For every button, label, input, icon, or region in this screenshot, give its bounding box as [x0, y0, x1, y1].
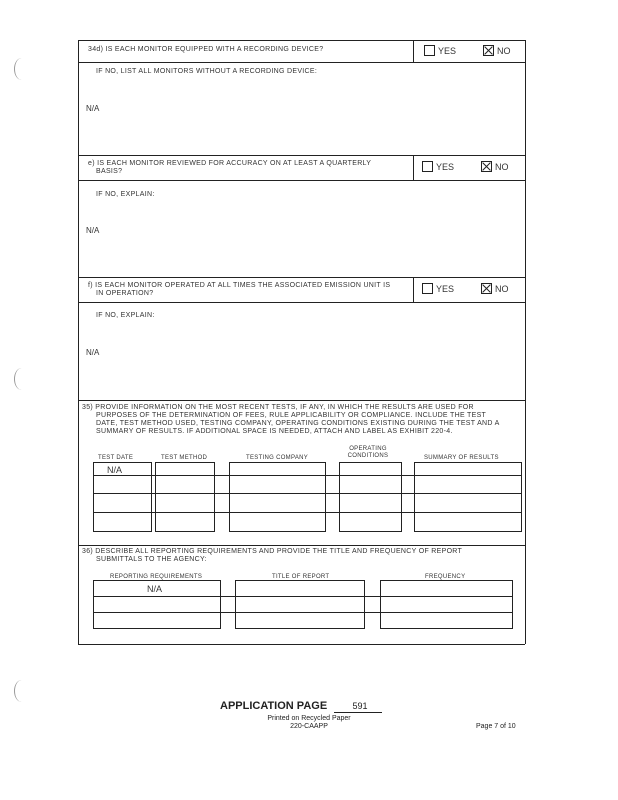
q34f-question-line1: f) IS EACH MONITOR OPERATED AT ALL TIMES THE ASSOCIATED EMISSION UNIT IS [88, 282, 391, 289]
q35-answer[interactable]: N/A [107, 465, 123, 475]
q36-line2: SUBMITTALS TO THE AGENCY: [96, 556, 207, 563]
form-bottom-border [78, 644, 525, 645]
q35-col-test-date: TEST DATE [98, 455, 134, 461]
q34d-followup: IF NO, LIST ALL MONITORS WITHOUT A RECORDING DEVICE: [96, 68, 318, 75]
q34f-yes-label: YES [436, 284, 455, 294]
q35-col-testing-company: TESTING COMPANY [246, 455, 309, 461]
q34f-no-checkbox[interactable] [481, 283, 492, 294]
footer-recycled: Printed on Recycled Paper [267, 715, 351, 722]
form-right-border [525, 40, 526, 644]
q35-box-testing-company[interactable] [229, 462, 326, 532]
q34e-question-line2: BASIS? [96, 168, 123, 175]
form-left-border [78, 40, 79, 644]
q35-box-test-date[interactable] [93, 462, 152, 532]
q36-answer[interactable]: N/A [147, 584, 163, 594]
binder-hole-bottom [14, 680, 29, 702]
footer-title: APPLICATION PAGE [220, 700, 328, 712]
q34f-no-label: NO [495, 284, 509, 294]
q35-box-operating-conditions[interactable] [339, 462, 402, 532]
q35-col-operating-conditions: OPERATING CONDITIONS [347, 446, 389, 459]
q34e-yes-label: YES [436, 162, 455, 172]
q35-box-test-method[interactable] [155, 462, 215, 532]
q34e-no-checkbox[interactable] [481, 161, 492, 172]
footer-page-of: Page 7 of 10 [476, 723, 516, 730]
q34e-question-line1: e) IS EACH MONITOR REVIEWED FOR ACCURACY ON AT LEAST A QUARTERLY [88, 160, 372, 167]
q34d-no-label: NO [497, 46, 511, 56]
q34e-followup: IF NO, EXPLAIN: [96, 191, 155, 198]
q34f-question-line2: IN OPERATION? [96, 290, 154, 297]
q36-col-reporting: REPORTING REQUIREMENTS [110, 574, 203, 580]
q34d-answer[interactable]: N/A [86, 104, 100, 113]
q34f-answer[interactable]: N/A [86, 348, 100, 357]
q35-line4: SUMMARY OF RESULTS. IF ADDITIONAL SPACE IS NEEDED, ATTACH AND LABEL AS EXHIBIT 220-4. [96, 428, 453, 435]
footer-page-number: 591 [352, 701, 368, 711]
q34d-no-checkbox[interactable] [483, 45, 494, 56]
q35-box-summary[interactable] [414, 462, 522, 532]
q34e-no-label: NO [495, 162, 509, 172]
q34e-yes-checkbox[interactable] [422, 161, 433, 172]
q36-box-title[interactable] [235, 580, 365, 629]
footer-form-code: 220-CAAPP [290, 723, 328, 730]
q34d-yes-label: YES [438, 46, 457, 56]
q34f-followup: IF NO, EXPLAIN: [96, 312, 155, 319]
q34d-yes-checkbox[interactable] [424, 45, 435, 56]
binder-hole-middle [14, 368, 29, 390]
q36-col-title: TITLE OF REPORT [272, 574, 330, 580]
q36-line1: 36) DESCRIBE ALL REPORTING REQUIREMENTS AND PROVIDE THE TITLE AND FREQUENCY OF REPORT [82, 548, 463, 555]
binder-hole-top [14, 58, 29, 80]
q36-box-frequency[interactable] [380, 580, 513, 629]
q34d-question: 34d) IS EACH MONITOR EQUIPPED WITH A RECORDING DEVICE? [88, 46, 324, 53]
q35-col-test-method: TEST METHOD [161, 455, 208, 461]
q35-line2: PURPOSES OF THE DETERMINATION OF FEES, RULE APPLICABILITY OR COMPLIANCE. INCLUDE THE TEST [96, 412, 487, 419]
q36-col-frequency: FREQUENCY [425, 574, 466, 580]
q35-line1: 35) PROVIDE INFORMATION ON THE MOST RECENT TESTS, IF ANY, IN WHICH THE RESULTS ARE USED FOR [82, 404, 474, 411]
q35-line3: DATE, TEST METHOD USED, TESTING COMPANY, OPERATING CONDITIONS EXISTING DURING THE TEST AND A [96, 420, 500, 427]
q35-col-summary: SUMMARY OF RESULTS [424, 455, 499, 461]
q34e-answer[interactable]: N/A [86, 226, 100, 235]
q34f-yes-checkbox[interactable] [422, 283, 433, 294]
